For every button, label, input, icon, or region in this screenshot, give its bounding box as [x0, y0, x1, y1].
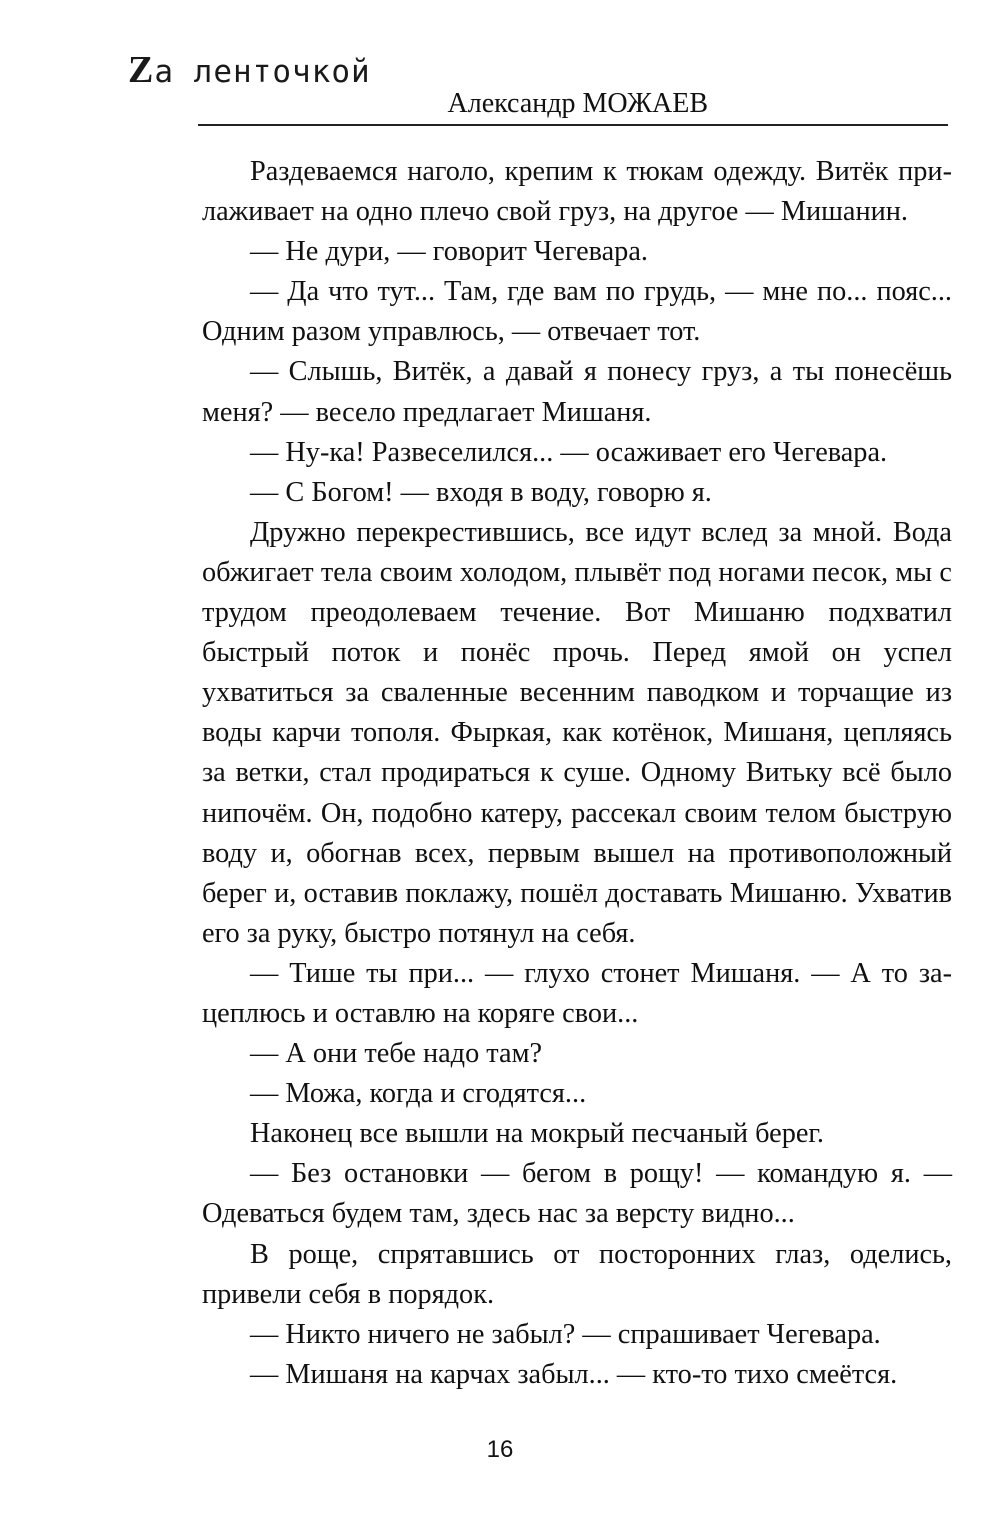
- body-text: [202, 152, 952, 1395]
- paragraph: — Да что тут... Там, где вам по грудь, — мне по... пояс... Одним разом управлюсь, — отвечает тот.: [202, 276, 952, 348]
- paragraph: — Тише ты при... — глухо стонет Мишаня. — А то зацеплюсь и оставлю на коряге свои...: [202, 957, 952, 1029]
- paragraph: — Слышь, Витёк, а давай я понесу груз, а ты понесёшь меня? — весело предлагает Мишаня.: [202, 356, 952, 428]
- paragraph: — Мишаня на карчах забыл... — кто-то тихо смеётся.: [250, 1358, 898, 1390]
- paragraph: — Ну-ка! Развеселился... — осаживает его Чегевара.: [250, 436, 888, 468]
- series-title: [128, 48, 371, 92]
- paragraph: — Никто ничего не забыл? — спрашивает Чегевара.: [250, 1318, 881, 1350]
- paragraph: — Можа, когда и сгодятся...: [250, 1078, 587, 1110]
- paragraph: — Без остановки — бегом в рощу! — командую я. — Одеваться будем там, здесь нас за версту видно...: [202, 1158, 952, 1230]
- paragraph: Дружно перекрестившись, все идут вслед за мной. Вода обжигает тела своим холодом, плывёт под ногами песок, мы с трудом преодолеваем течение. Вот Мишаню подхватил быстрый поток и понёс прочь. Перед ямой он успел ухватиться за сваленные весенним паводком и торчащие из воды карчи тополя. Фыркая, как котёнок, Мишаня, цепляясь за ветки, стал продираться к суше. Одному Витьку всё было нипочём. Он, подобно катеру, рассекал своим телом быструю воду и, обогнав всех, первым вышел на противоположный берег и, оставив поклажу, пошёл доставать Мишаню. Ухватив его за руку, быстро потянул на себя.: [202, 516, 952, 949]
- paragraph: — С Богом! — входя в воду, говорю я.: [250, 476, 712, 508]
- series-title-initial: Z: [128, 49, 155, 91]
- paragraph: — Не дури, — говорит Чегевара.: [250, 236, 648, 268]
- paragraph: В роще, спрятавшись от посторонних глаз, оделись, привели себя в порядок.: [202, 1238, 952, 1310]
- paragraph: — А они тебе надо там?: [250, 1038, 543, 1070]
- series-title-rest: а ленточкой: [154, 54, 371, 90]
- paragraph: Наконец все вышли на мокрый песчаный берег.: [250, 1118, 824, 1150]
- author-name: Александр МОЖАЕВ: [447, 88, 708, 119]
- paragraph: Раздеваемся наголо, крепим к тюкам одежду. Витёк прилаживает на одно плечо свой груз, на другое — Мишанин.: [202, 156, 952, 228]
- page-number: 16: [486, 1436, 514, 1463]
- header-rule: [198, 124, 948, 126]
